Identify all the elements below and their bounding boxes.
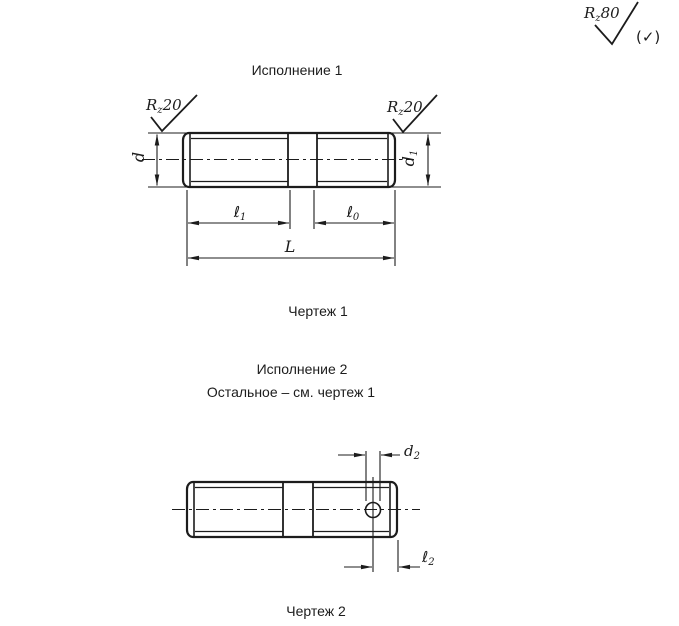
- dimension-label-d2: $d_2$: [404, 442, 420, 462]
- view1-title: Исполнение 1: [251, 62, 343, 78]
- stud-drawing-1: [128, 83, 448, 273]
- view2-note: Остальное – см. чертеж 1: [206, 384, 376, 400]
- dimension-label-d1: d1: [399, 149, 420, 167]
- dimension-l2: [344, 540, 435, 572]
- default-roughness-mark: [556, 0, 679, 60]
- dimension-d1: [399, 135, 428, 186]
- rz20-right-text: $R_z20$: [387, 98, 423, 118]
- dimension-l1: [188, 203, 289, 223]
- view2-title: Исполнение 2: [256, 361, 348, 377]
- dimension-d2: [338, 442, 420, 501]
- view2-caption: Чертеж 2: [286, 603, 346, 619]
- dimension-label-L: L: [284, 237, 296, 256]
- roughness-mark-left: [145, 95, 197, 131]
- dimension-label-l1: ℓ$_1$: [233, 203, 247, 223]
- dimension-label-l0: ℓ$_0$: [346, 203, 360, 223]
- roughness-mark-right: [386, 95, 437, 132]
- rz80-text: $R_z80$: [584, 4, 620, 24]
- dimension-l0: [315, 203, 394, 223]
- stud-drawing-2: [150, 435, 460, 585]
- dimension-L: [188, 237, 394, 258]
- dimension-label-d: d: [129, 151, 148, 163]
- dimension-label-l2: ℓ$_2$: [422, 548, 435, 568]
- bracketed-check-mark: (✓): [636, 28, 661, 46]
- view1-caption: Чертеж 1: [288, 303, 348, 319]
- rz20-left-text: $R_z20$: [146, 96, 182, 116]
